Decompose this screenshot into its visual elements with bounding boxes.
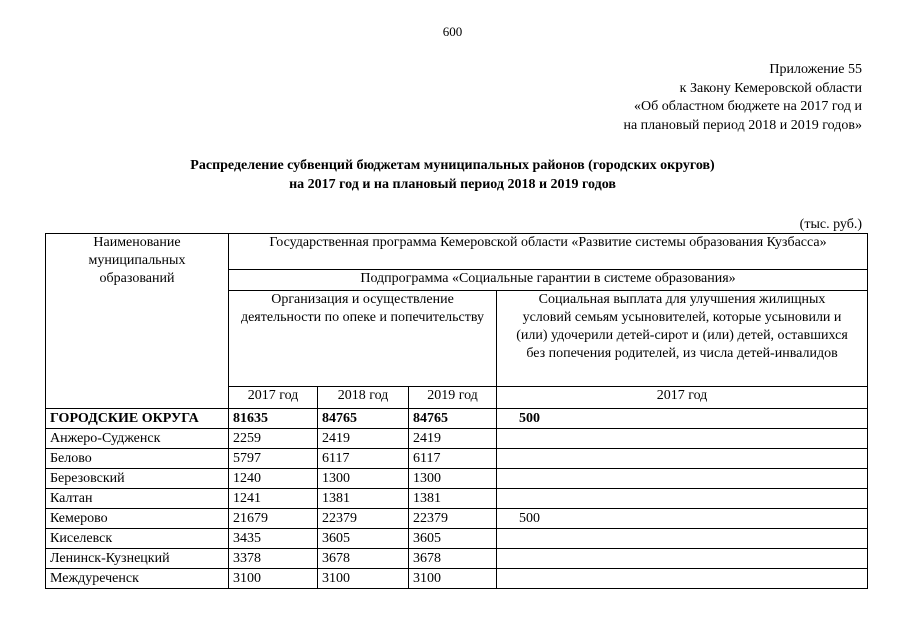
cell-name: Березовский — [46, 469, 229, 489]
cell-2017: 3378 — [229, 549, 318, 569]
cell-name: Анжеро-Судженск — [46, 429, 229, 449]
cell-2019: 84765 — [409, 409, 497, 429]
cell-2018: 1381 — [318, 489, 409, 509]
cell-payment-2017 — [497, 469, 868, 489]
table-row — [46, 569, 868, 589]
table-row — [46, 429, 868, 449]
document-title — [0, 156, 905, 194]
header-text: (или) удочерили детей-сирот и (или) детей, оставшихся — [516, 328, 848, 343]
cell-2018: 6117 — [318, 449, 409, 469]
header-text: Организация и осуществление — [271, 292, 454, 307]
appendix-line: к Закону Кемеровской области — [679, 80, 862, 96]
table-row-total — [46, 409, 868, 429]
appendix-note — [623, 61, 862, 135]
cell-name: Междуреченск — [46, 569, 229, 589]
cell-2018: 1300 — [318, 469, 409, 489]
header-year: 2019 год — [409, 387, 497, 409]
header-text: условий семьям усыновителей, которые усыновили и — [522, 310, 842, 325]
header-year: 2017 год — [497, 387, 868, 409]
cell-name: Киселевск — [46, 529, 229, 549]
header-text: без попечения родителей, из числа детей-инвалидов — [526, 346, 838, 361]
header-social-payment — [497, 291, 868, 387]
cell-payment-2017 — [497, 449, 868, 469]
cell-2018: 22379 — [318, 509, 409, 529]
table-row — [46, 489, 868, 509]
cell-payment-2017 — [497, 529, 868, 549]
unit-label: (тыс. руб.) — [799, 217, 862, 232]
header-text: образований — [99, 271, 175, 286]
header-year: 2018 год — [318, 387, 409, 409]
cell-2017: 3435 — [229, 529, 318, 549]
header-guardianship — [229, 291, 497, 387]
appendix-line: Приложение 55 — [769, 62, 862, 77]
cell-name: ГОРОДСКИЕ ОКРУГА — [46, 409, 229, 429]
appendix-line: «Об областном бюджете на 2017 год и — [634, 99, 862, 114]
cell-2017: 1241 — [229, 489, 318, 509]
table-row — [46, 469, 868, 489]
cell-2017: 3100 — [229, 569, 318, 589]
page-number: 600 — [442, 24, 463, 39]
cell-2018: 84765 — [318, 409, 409, 429]
cell-2017: 1240 — [229, 469, 318, 489]
cell-2019: 1300 — [409, 469, 497, 489]
cell-name: Белово — [46, 449, 229, 469]
cell-2019: 2419 — [409, 429, 497, 449]
cell-2019: 3678 — [409, 549, 497, 569]
header-year: 2017 год — [229, 387, 318, 409]
cell-2019: 3605 — [409, 529, 497, 549]
cell-2019: 1381 — [409, 489, 497, 509]
header-text: муниципальных — [88, 253, 186, 268]
cell-payment-2017 — [497, 569, 868, 589]
header-municipality-name — [46, 234, 229, 409]
cell-2017: 81635 — [229, 409, 318, 429]
cell-2019: 3100 — [409, 569, 497, 589]
cell-2017: 5797 — [229, 449, 318, 469]
header-text: Наименование — [93, 235, 181, 250]
table-row — [46, 449, 868, 469]
cell-payment-2017 — [497, 549, 868, 569]
cell-payment-2017 — [497, 429, 868, 449]
cell-name: Ленинск-Кузнецкий — [46, 549, 229, 569]
header-state-program: Государственная программа Кемеровской области «Развитие системы образования Кузбасса» — [229, 234, 868, 270]
cell-2018: 3605 — [318, 529, 409, 549]
header-subprogram: Подпрограмма «Социальные гарантии в системе образования» — [229, 270, 868, 291]
cell-payment-2017: 500 — [497, 409, 868, 429]
cell-2018: 3678 — [318, 549, 409, 569]
cell-2017: 21679 — [229, 509, 318, 529]
subsidy-table — [45, 233, 868, 589]
table-row — [46, 529, 868, 549]
cell-name: Калтан — [46, 489, 229, 509]
cell-payment-2017 — [497, 489, 868, 509]
cell-2018: 2419 — [318, 429, 409, 449]
cell-2018: 3100 — [318, 569, 409, 589]
header-text: Социальная выплата для улучшения жилищных — [538, 292, 826, 307]
title-line: на 2017 год и на плановый период 2018 и 2019 годов — [289, 177, 616, 192]
cell-2019: 22379 — [409, 509, 497, 529]
title-line: Распределение субвенций бюджетам муниципальных районов (городских округов) — [190, 158, 715, 173]
table-row — [46, 549, 868, 569]
appendix-line: на плановый период 2018 и 2019 годов» — [623, 117, 862, 133]
header-text: деятельности по опеке и попечительству — [240, 310, 485, 325]
table-row — [46, 509, 868, 529]
cell-2017: 2259 — [229, 429, 318, 449]
cell-name: Кемерово — [46, 509, 229, 529]
cell-2019: 6117 — [409, 449, 497, 469]
cell-payment-2017: 500 — [497, 509, 868, 529]
